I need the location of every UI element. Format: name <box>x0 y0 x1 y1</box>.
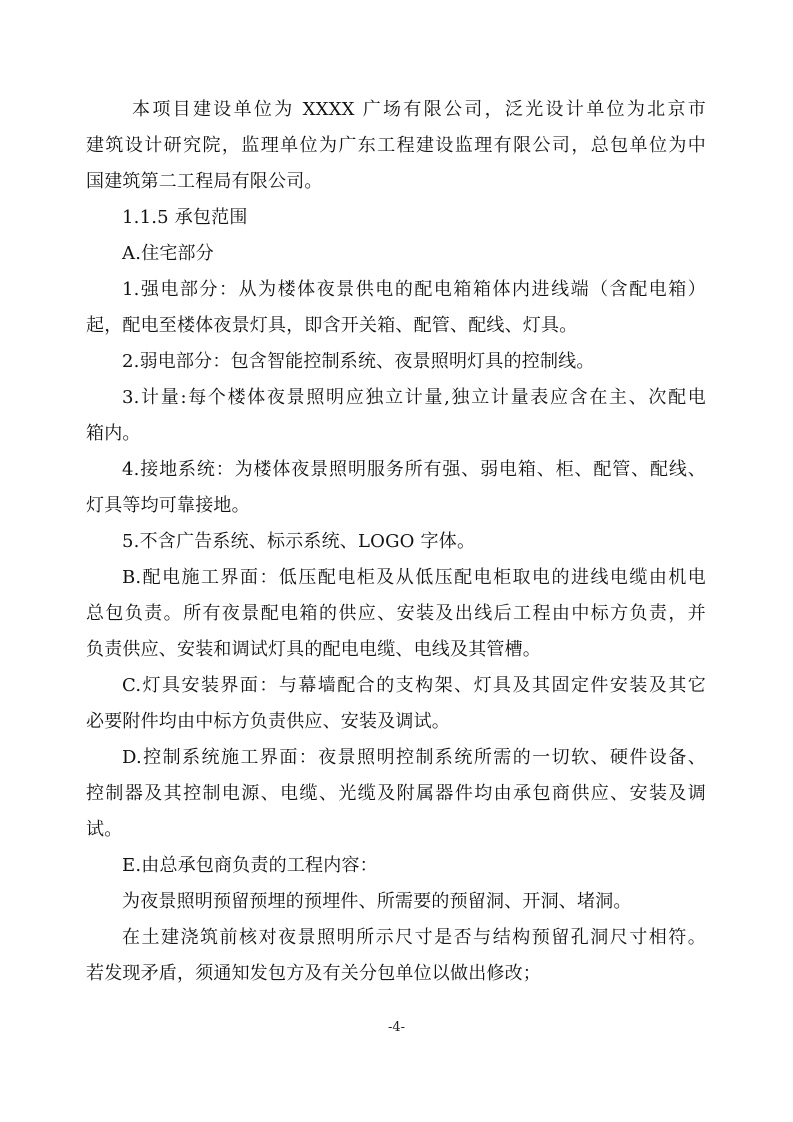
interface-power-distribution-line-3: 负责供应、安装和调试灯具的配电电缆、电线及其管槽。 <box>86 639 541 660</box>
item-metering-line-1: 3.计量:每个楼体夜景照明应独立计量,独立计量表应含在主、次配电 <box>122 387 706 408</box>
item-strong-current-line-1: 1.强电部分：从为楼体夜景供电的配电箱箱体内进线端（含配电箱） <box>122 279 706 300</box>
item-grounding-line-1: 4.接地系统：为楼体夜景照明服务所有强、弱电箱、柜、配管、配线、 <box>122 459 706 480</box>
interface-control-system-line-1: D.控制系统施工界面：夜景照明控制系统所需的一切软、硬件设备、 <box>122 747 706 768</box>
subheading-general-contractor-scope: E.由总承包商负责的工程内容： <box>122 855 378 876</box>
interface-luminaire-install-line-2: 必要附件均由中标方负责供应、安装及调试。 <box>86 711 450 732</box>
subheading-residential: A.住宅部分 <box>122 243 214 264</box>
paragraph-project-parties-line-3: 国建筑第二工程局有限公司。 <box>86 171 323 192</box>
document-body <box>86 92 706 992</box>
item-weak-current: 2.弱电部分：包含智能控制系统、夜景照明灯具的控制线。 <box>122 351 595 372</box>
interface-control-system-line-2: 控制器及其控制电源、电缆、光缆及附属器件均由承包商供应、安装及调 <box>86 783 706 804</box>
gc-scope-dimension-check-line-2: 若发现矛盾，须通知发包方及有关分包单位以做出修改； <box>86 963 541 984</box>
page-number: -4- <box>387 1020 406 1035</box>
paragraph-project-parties-line-2: 建筑设计研究院，监理单位为广东工程建设监理有限公司，总包单位为中 <box>86 135 706 156</box>
section-heading-contract-scope: 1.1.5 承包范围 <box>122 207 248 228</box>
item-metering-line-2: 箱内。 <box>86 423 141 444</box>
interface-power-distribution-line-1: B.配电施工界面：低压配电柜及从低压配电柜取电的进线电缆由机电 <box>122 567 706 588</box>
item-exclusions: 5.不含广告系统、标示系统、LOGO 字体。 <box>122 531 476 552</box>
interface-luminaire-install-line-1: C.灯具安装界面：与幕墙配合的支构架、灯具及其固定件安装及其它 <box>122 675 706 696</box>
interface-control-system-line-3: 试。 <box>86 819 123 840</box>
gc-scope-embedded-parts: 为夜景照明预留预埋的预埋件、所需要的预留洞、开洞、堵洞。 <box>122 891 632 912</box>
item-strong-current-line-2: 起，配电至楼体夜景灯具，即含开关箱、配管、配线、灯具。 <box>86 315 578 336</box>
interface-power-distribution-line-2: 总包负责。所有夜景配电箱的供应、安装及出线后工程由中标方负责，并 <box>86 603 706 624</box>
gc-scope-dimension-check-line-1: 在土建浇筑前核对夜景照明所示尺寸是否与结构预留孔洞尺寸相符。 <box>122 927 706 948</box>
paragraph-project-parties-line-1: 本项目建设单位为 XXXX 广场有限公司，泛光设计单位为北京市 <box>132 99 706 120</box>
item-grounding-line-2: 灯具等均可靠接地。 <box>86 495 250 516</box>
